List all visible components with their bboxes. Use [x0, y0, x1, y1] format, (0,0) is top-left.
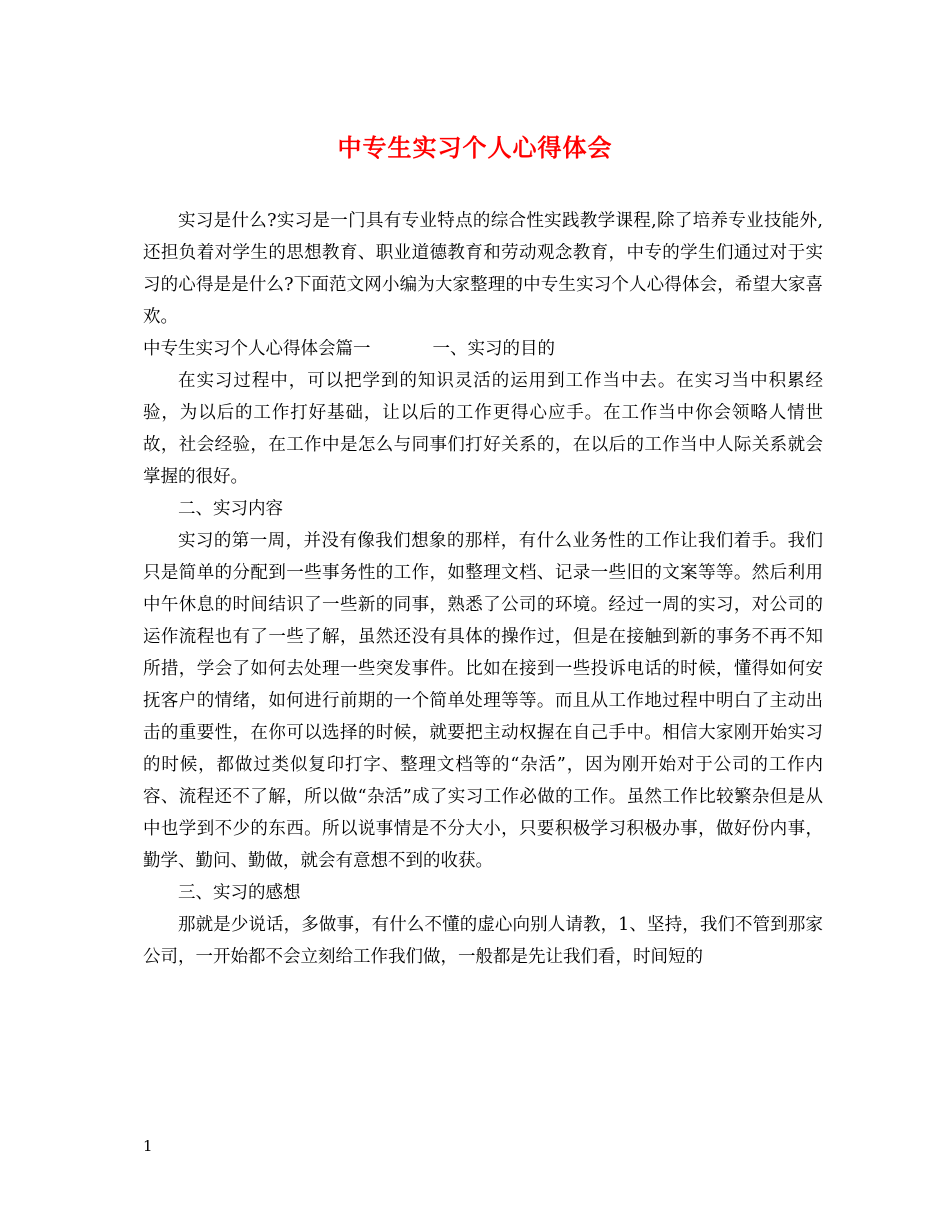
- section-title: 中专生实习个人心得体会篇一: [143, 339, 371, 359]
- intro-paragraph: 实习是什么?实习是一门具有专业特点的综合性实践教学课程,除了培养专业技能外,还担负着对学生的思想教育、职业道德教育和劳动观念教育，中专的学生们通过对于实习的心得是是什么?下面范文网小编为大家整理的中专生实习个人心得体会，希望大家喜欢。: [143, 211, 823, 327]
- paragraph-content: 实习的第一周，并没有像我们想象的那样，有什么业务性的工作让我们着手。我们只是简单的分配到一些事务性的工作，如整理文档、记录一些旧的文案等等。然后利用中午休息的时间结识了一些新的同事，熟悉了公司的环境。经过一周的实习，对公司的运作流程也有了一些了解，虽然还没有具体的操作过，但是在接触到新的事务不再不知所措，学会了如何去处理一些突发事件。比如在接到一些投诉电话的时候，懂得如何安抚客户的情绪，如何进行前期的一个简单处理等等。而且从工作地过程中明白了主动出击的重要性，在你可以选择的时候，就要把主动权握在自己手中。相信大家刚开始实习的时候，都做过类似复印打字、整理文档等的“杂活”，因为刚开始对于公司的工作内容、流程还不了解，所以做“杂活”成了实习工作必做的工作。虽然工作比较繁杂但是从中也学到不少的东西。所以说事情是不分大小，只要积极学习积极办事，做好份内事，勤学、勤问、勤做，就会有意想不到的收获。: [143, 531, 823, 871]
- heading-content: 二、实习内容: [178, 499, 283, 519]
- paragraph-reflection: 那就是少说话，多做事，有什么不懂的虚心向别人请教，1、坚持，我们不管到那家公司，一开始都不会立刻给工作我们做，一般都是先让我们看，时间短的: [143, 915, 823, 967]
- heading-purpose: 一、实习的目的: [432, 339, 555, 359]
- page-number: 1: [143, 1137, 153, 1155]
- section-heading-line: [143, 333, 823, 365]
- document-title: 中专生实习个人心得体会: [337, 133, 613, 162]
- heading-reflection: 三、实习的感想: [178, 883, 301, 903]
- paragraph-purpose: 在实习过程中，可以把学到的知识灵活的运用到工作当中去。在实习当中积累经验，为以后的工作打好基础，让以后的工作更得心应手。在工作当中你会领略人情世故，社会经验，在工作中是怎么与同事们打好关系的，在以后的工作当中人际关系就会掌握的很好。: [143, 371, 823, 487]
- document-body: [143, 205, 823, 973]
